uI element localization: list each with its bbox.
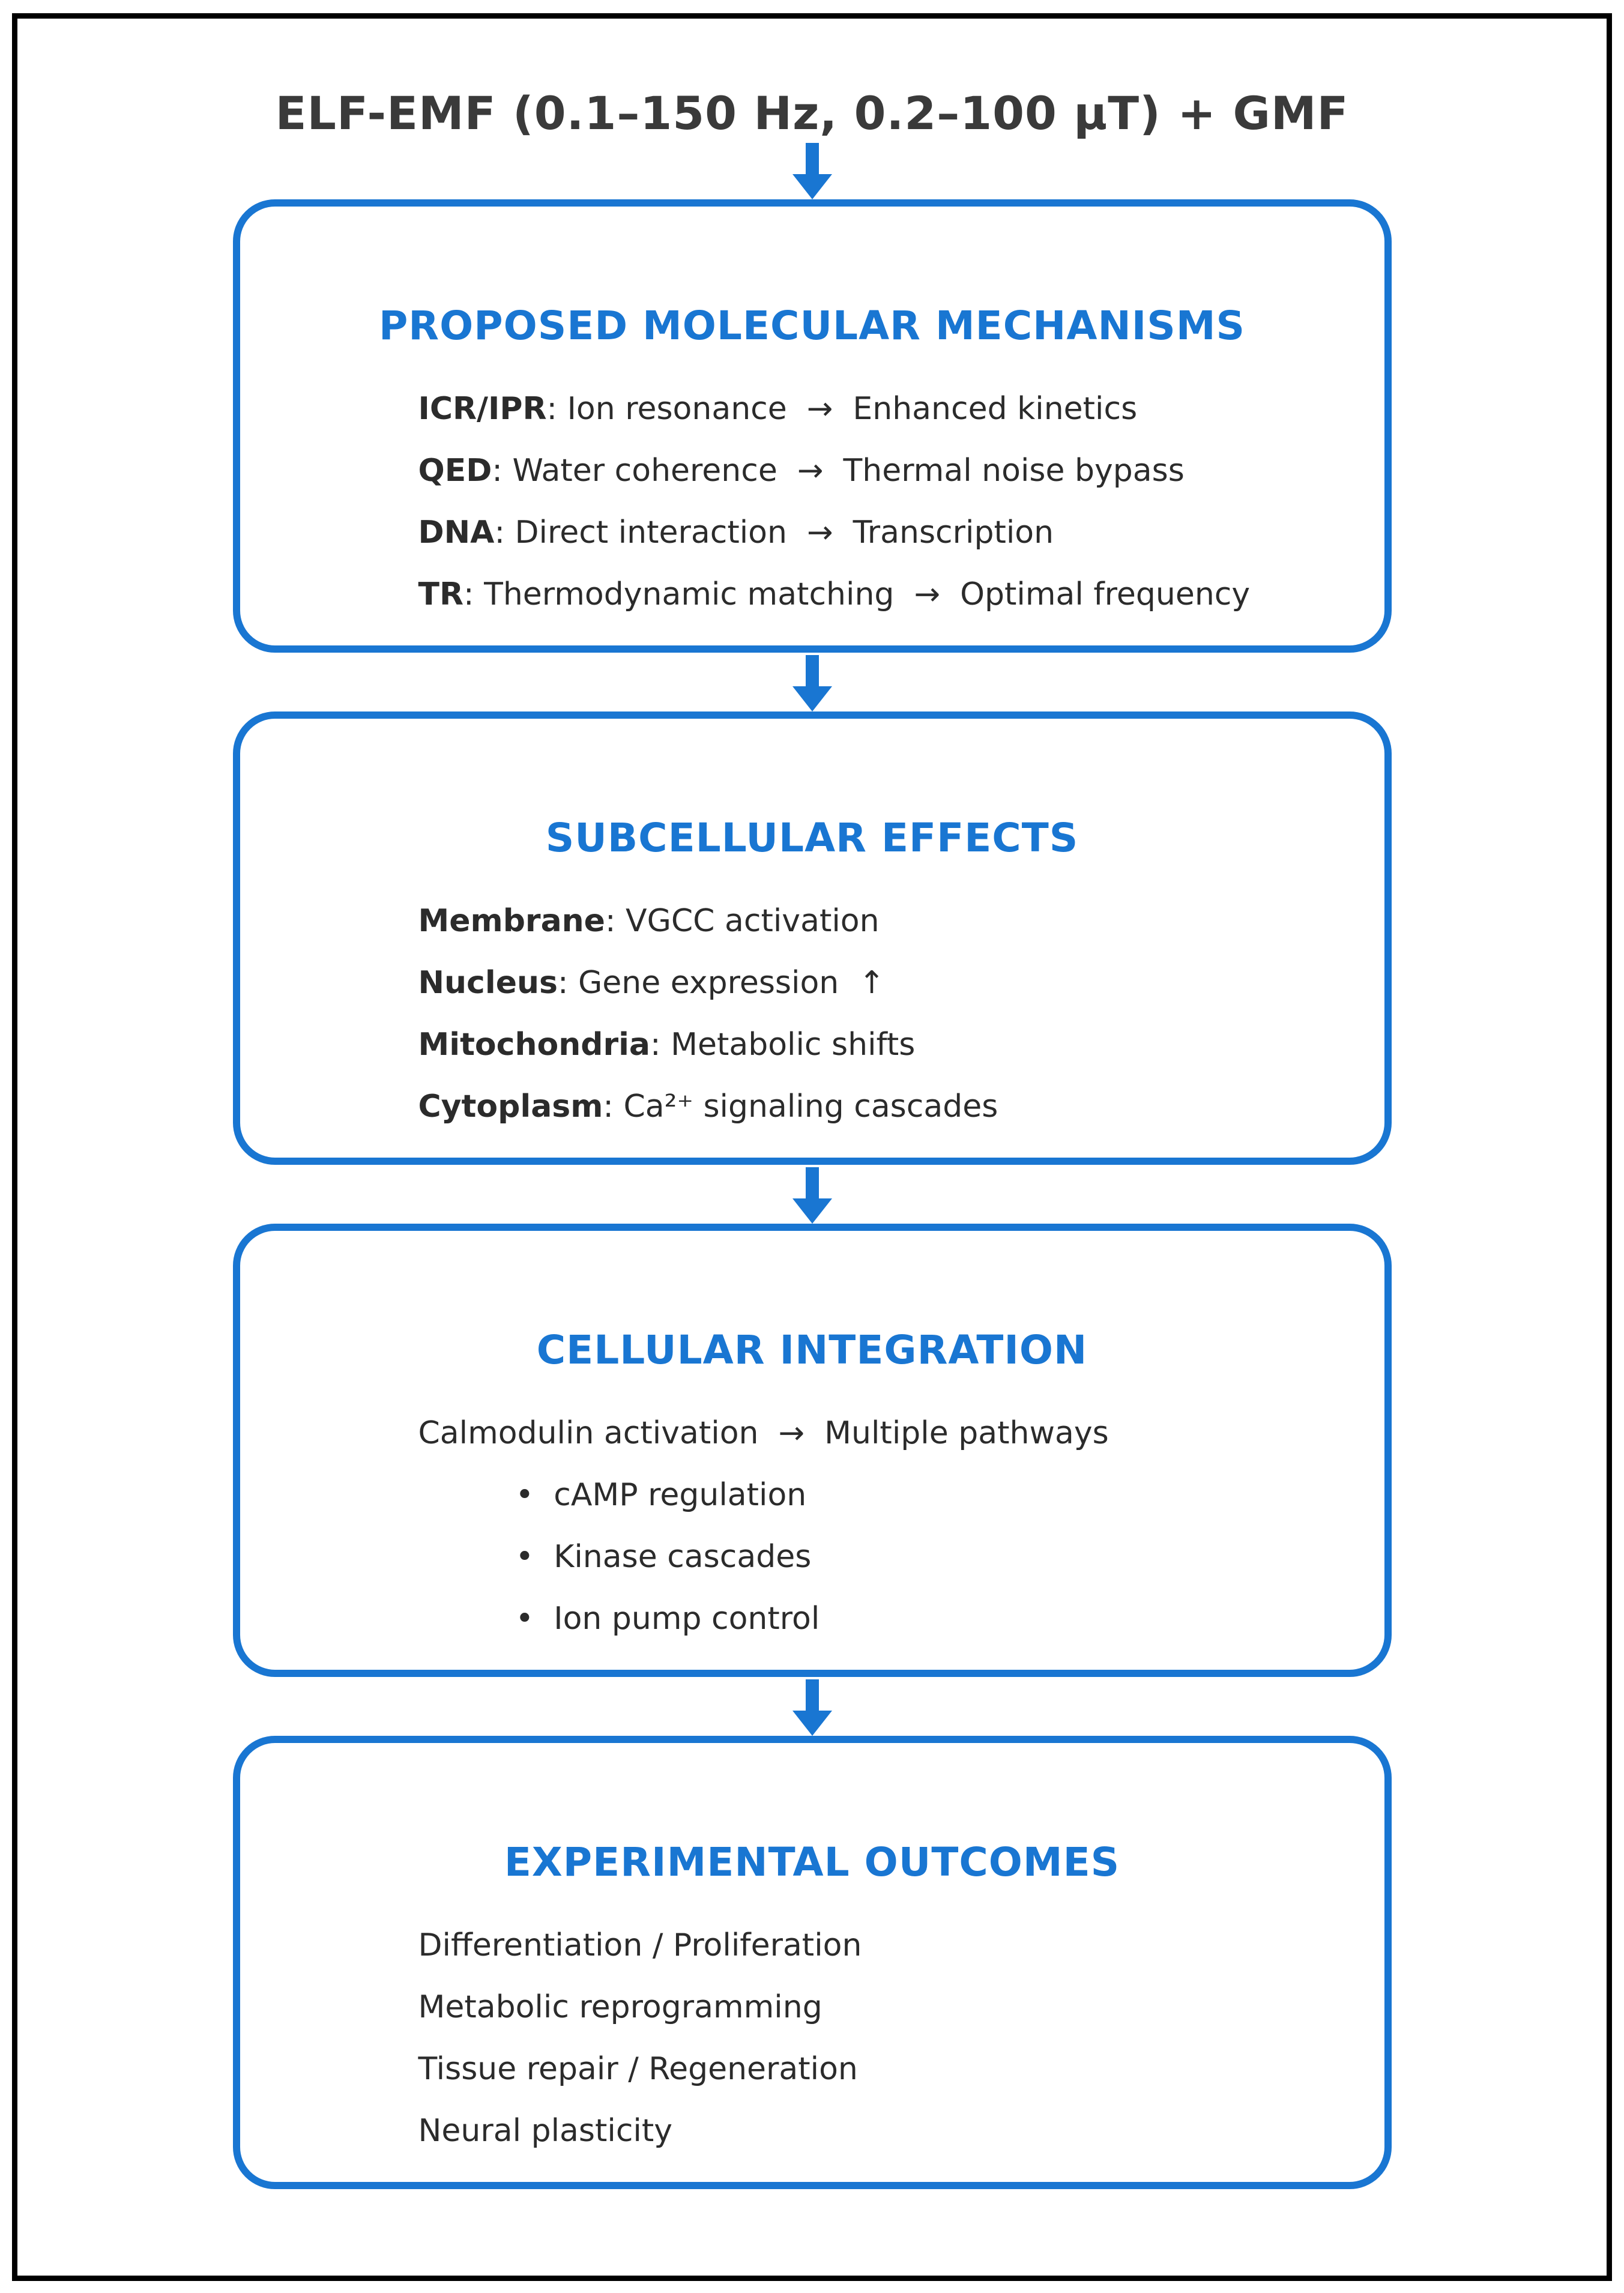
line-text: Calmodulin activation → Multiple pathways <box>418 1415 1109 1452</box>
line-text: : VGCC activation <box>605 903 880 940</box>
line-text: : Ca²⁺ signaling cascades <box>603 1088 998 1125</box>
box-experimental-outcomes <box>233 1736 1392 2189</box>
line-label: Mitochondria <box>418 1026 651 1063</box>
line-label: TR <box>418 576 464 612</box>
diagram-line <box>418 2052 1348 2088</box>
box-lines <box>240 904 1384 1125</box>
diagram-line <box>418 904 1348 940</box>
line-text: Neural plasticity <box>418 2112 673 2149</box>
line-label: Membrane <box>418 903 605 940</box>
line-text: Metabolic reprogramming <box>418 1989 823 2025</box>
diagram-line <box>418 1089 1348 1125</box>
line-text: • cAMP regulation <box>515 1476 807 1513</box>
line-text: : Gene expression ↑ <box>557 964 885 1001</box>
diagram-line <box>418 2113 1348 2149</box>
diagram-bullet-line <box>418 1539 1348 1575</box>
diagram-title: ELF-EMF (0.1–150 Hz, 0.2–100 μT) + GMF <box>275 86 1349 140</box>
diagram-line <box>418 391 1348 427</box>
arrow-head <box>792 174 832 199</box>
box-lines <box>240 391 1384 612</box>
line-label: QED <box>418 452 492 489</box>
line-text: • Ion pump control <box>515 1600 820 1637</box>
line-text: : Thermodynamic matching → Optimal frequency <box>463 576 1251 612</box>
box-lines <box>240 1416 1384 1637</box>
line-text: : Ion resonance → Enhanced kinetics <box>546 391 1138 427</box>
arrow-head <box>792 1198 832 1224</box>
diagram-line <box>418 965 1348 1001</box>
arrow-stem <box>806 655 819 686</box>
diagram-line <box>418 1990 1348 2026</box>
diagram-line <box>418 453 1348 489</box>
line-label: ICR/IPR <box>418 391 547 427</box>
diagram-line <box>418 1027 1348 1063</box>
line-label: Nucleus <box>418 964 558 1001</box>
line-label: DNA <box>418 514 495 551</box>
box-heading: EXPERIMENTAL OUTCOMES <box>504 1839 1120 1886</box>
line-text: : Water coherence → Thermal noise bypass <box>492 452 1185 489</box>
flow-arrow-down-icon <box>792 1679 832 1736</box>
diagram-frame <box>12 13 1612 2281</box>
box-proposed-molecular-mechanisms <box>233 199 1392 653</box>
line-text: Tissue repair / Regeneration <box>418 2050 858 2087</box>
line-text: • Kinase cascades <box>515 1538 812 1575</box>
line-label: Cytoplasm <box>418 1088 603 1125</box>
diagram-line <box>418 577 1348 613</box>
arrow-head <box>792 686 832 711</box>
arrow-stem <box>806 143 819 174</box>
diagram-line <box>418 1928 1348 1964</box>
diagram-bullet-line <box>418 1601 1348 1637</box>
diagram-bullet-line <box>418 1478 1348 1514</box>
arrow-stem <box>806 1167 819 1198</box>
diagram-line <box>418 1416 1348 1452</box>
box-cellular-integration <box>233 1224 1392 1677</box>
box-heading: PROPOSED MOLECULAR MECHANISMS <box>378 303 1246 349</box>
box-subcellular-effects <box>233 711 1392 1165</box>
flow-arrow-down-icon <box>792 1167 832 1224</box>
arrow-head <box>792 1711 832 1736</box>
arrow-stem <box>806 1679 819 1711</box>
box-lines <box>240 1928 1384 2149</box>
box-heading: CELLULAR INTEGRATION <box>536 1327 1088 1374</box>
flow-arrow-down-icon <box>792 655 832 711</box>
box-heading: SUBCELLULAR EFFECTS <box>545 815 1079 862</box>
line-text: Differentiation / Proliferation <box>418 1927 862 1964</box>
line-text: : Direct interaction → Transcription <box>494 514 1054 551</box>
flow-arrow-down-icon <box>792 143 832 199</box>
diagram-line <box>418 515 1348 551</box>
line-text: : Metabolic shifts <box>650 1026 916 1063</box>
